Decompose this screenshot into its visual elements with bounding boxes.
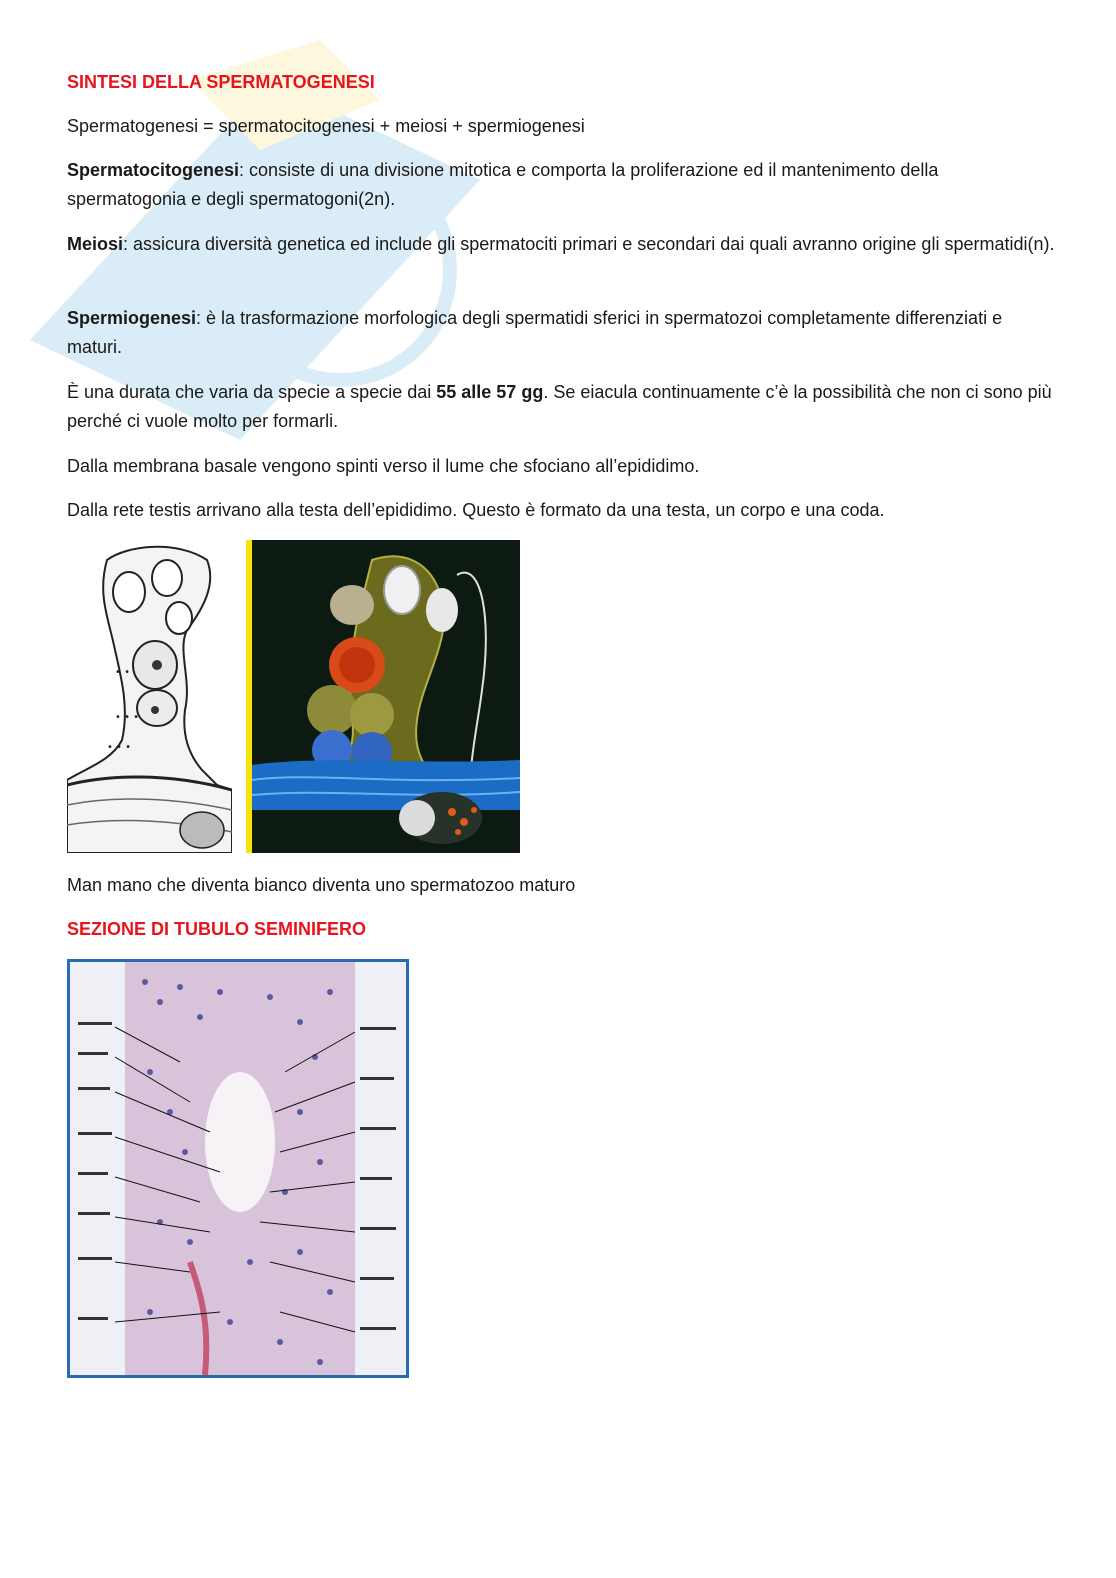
section-heading-sintesi: SINTESI DELLA SPERMATOGENESI bbox=[67, 72, 375, 92]
paragraph-rete-testis: Dalla rete testis arrivano alla testa dell’epididimo. Questo è formato da una testa, un corpo e una coda. bbox=[67, 500, 885, 520]
spermatogenesis-color-illustration bbox=[252, 540, 520, 853]
svg-text:• • •: • • • bbox=[115, 712, 140, 723]
paragraph-durata: È una durata che varia da specie a specie dai 55 alle 57 gg. Se eiacula continuamente c’è la possibilità che non ci sono più perché ci vuole molto per formarli. bbox=[67, 382, 1052, 431]
term-meiosi: Meiosi bbox=[67, 234, 124, 254]
term-spermiogenesi: Spermiogenesi bbox=[67, 308, 197, 328]
durata-value: 55 alle 57 gg bbox=[436, 382, 544, 402]
section-heading-tubulo: SEZIONE DI TUBULO SEMINIFERO bbox=[67, 919, 367, 939]
term-spermatocitogenesi: Spermatocitogenesi bbox=[67, 160, 240, 180]
paragraph-meiosi: Meiosi: assicura diversità genetica ed include gli spermatociti primari e secondari dai quali avranno origine gli spermatidi(n). bbox=[67, 234, 1055, 254]
seminiferous-tubule-histology bbox=[67, 959, 409, 1378]
svg-text:• •: • • bbox=[115, 667, 130, 678]
paragraph-spermiogenesi: Spermiogenesi: è la trasformazione morfologica degli spermatidi sferici in spermatozoi completamente differenziati e maturi. bbox=[67, 308, 1003, 357]
paragraph-spermatocitogenesi: Spermatocitogenesi: consiste di una divisione mitotica e comporta la proliferazione ed il mantenimento della spermatogonia e degli spermatogoni(2n). bbox=[67, 160, 939, 209]
svg-text:• • •: • • • bbox=[107, 742, 132, 753]
paragraph-membrana: Dalla membrana basale vengono spinti verso il lume che sfociano all’epididimo. bbox=[67, 456, 700, 476]
sertoli-cell-drawing bbox=[67, 540, 232, 853]
formula-paragraph: Spermatogenesi = spermatocitogenesi + meiosi + spermiogenesi bbox=[67, 116, 585, 136]
figure-caption: Man mano che diventa bianco diventa uno spermatozoo maturo bbox=[67, 875, 576, 895]
